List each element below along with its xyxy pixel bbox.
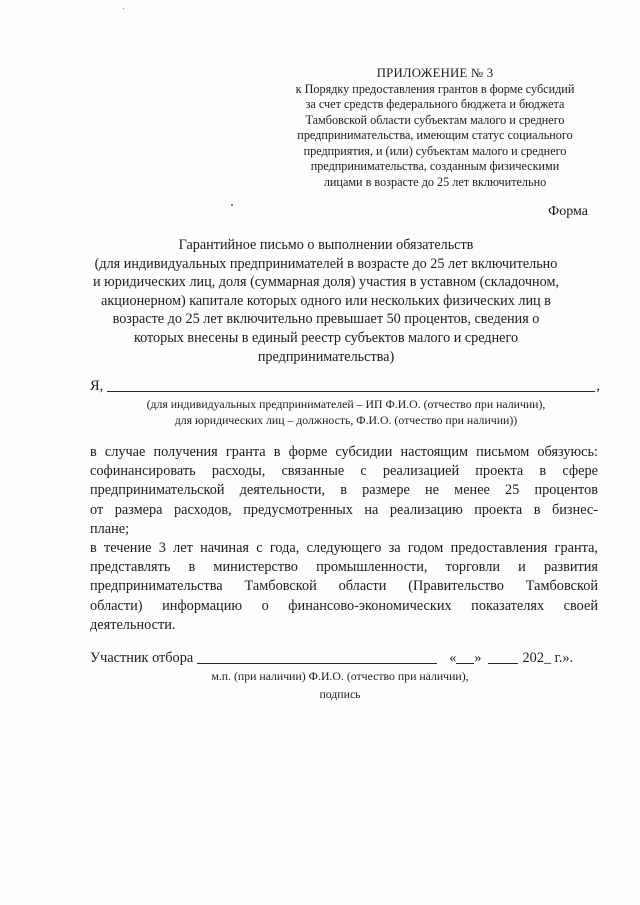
letter-title <box>80 236 572 366</box>
body-line: в течение 3 лет начиная с года, следующего за годом предоставления гранта, <box>90 540 598 557</box>
body-line: области) информацию о финансово-экономических показателях своей <box>90 597 598 614</box>
month-blank[interactable] <box>488 651 518 664</box>
title-line: и юридических лиц, доля (суммарная доля) участия в уставном (складочном, <box>93 274 559 291</box>
body-line: плане; <box>90 520 130 537</box>
body-line: от размера расходов, предусмотренных на реализацию проекта в бизнес- <box>90 501 598 518</box>
body-line: в случае получения гранта в форме субсидии настоящим письмом обязуюсь: <box>90 444 598 460</box>
body-line: предпринимательской деятельности, в размере не менее 25 процентов <box>90 482 598 499</box>
title-line: возрасте до 25 лет включительно превышает 50 процентов, сведения о <box>112 311 540 328</box>
signature-hint <box>150 667 530 703</box>
declarant-suffix: , <box>596 378 600 394</box>
body-line: предпринимательства Тамбовской области (Правительство Тамбовской <box>90 578 598 595</box>
signature-blank[interactable] <box>197 651 437 664</box>
signature-row <box>90 650 600 667</box>
annex-line: предпринимательства, имеющим статус социального <box>297 128 573 142</box>
title-line: предпринимательства) <box>257 348 395 365</box>
hint-line: (для индивидуальных предпринимателей – ИП Ф.И.О. (отчество при наличии), <box>146 397 546 411</box>
title-line: (для индивидуальных предпринимателей в возрасте до 25 лет включительно <box>94 255 558 272</box>
annex-line: за счет средств федерального бюджета и бюджета <box>305 97 565 111</box>
signature-label: Участник отбора <box>90 650 194 666</box>
signature-hint-line: подпись <box>319 687 361 701</box>
declarant-row <box>90 378 600 395</box>
title-line: Гарантийное письмо о выполнении обязательств <box>178 237 474 253</box>
quote-close: » <box>474 650 482 666</box>
day-blank[interactable] <box>456 651 474 664</box>
form-label: Форма <box>548 204 588 219</box>
obligations-text <box>90 443 598 635</box>
annex-heading: ПРИЛОЖЕНИЕ № 3 <box>376 66 494 80</box>
title-line: акционерном) капитале которых одного или нескольких физических лиц в <box>101 292 551 309</box>
hint-line: для юридических лиц – должность, Ф.И.О. (отчество при наличии)) <box>174 413 518 427</box>
annex-line: лицами в возрасте до 25 лет включительно <box>323 174 547 189</box>
annex-line: предпринимательства, созданным физическими <box>310 159 560 173</box>
body-line: софинансировать расходы, связанные с реализацией проекта в сфере <box>90 463 598 480</box>
body-line: представлять в министерство промышленности, торговли и развития <box>90 559 598 576</box>
annex-line: Тамбовской области субъектам малого и среднего <box>305 112 565 127</box>
declarant-hint <box>96 396 596 428</box>
body-line: деятельности. <box>90 616 176 633</box>
annex-line: к Порядку предоставления грантов в форме субсидий <box>295 81 575 96</box>
declarant-prefix: Я, <box>90 378 104 394</box>
scan-speck <box>123 8 124 9</box>
scan-speck <box>231 204 233 206</box>
annex-block <box>270 66 600 190</box>
declarant-name-blank[interactable] <box>107 379 595 392</box>
year-text: 202_ г.». <box>522 650 574 666</box>
signature-hint-line: м.п. (при наличии) Ф.И.О. (отчество при наличии), <box>211 669 469 683</box>
title-line: которых внесены в единый реестр субъектов малого и среднего <box>133 329 519 346</box>
annex-line: предприятия, и (или) субъектам малого и среднего <box>303 143 567 158</box>
quote-open: « <box>449 650 457 666</box>
